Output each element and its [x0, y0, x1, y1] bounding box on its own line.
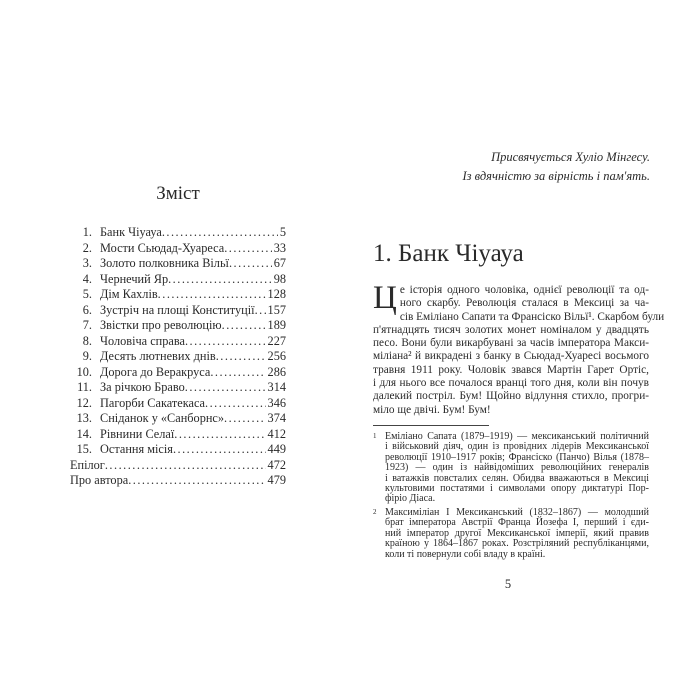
- toc-item-page: 98: [273, 271, 286, 286]
- toc-leader-dots: [185, 334, 266, 350]
- body-line: е історія одного чоловіка, однієї революції та од-: [399, 284, 649, 296]
- toc-item-page: 256: [267, 349, 286, 363]
- toc-leader-dots: [174, 427, 265, 443]
- toc-item-label: Десять лютневих днів: [100, 349, 216, 363]
- toc-item[interactable]: [70, 427, 286, 443]
- toc-leader-dots: [173, 442, 266, 458]
- toc-item[interactable]: [70, 349, 286, 365]
- footnote-line: країною у 1864–1867 роках. Розстріляний республіканцями,: [385, 538, 649, 550]
- toc-leader-dots: [224, 411, 266, 427]
- toc-item-label: Дім Кахлів: [100, 287, 158, 301]
- toc-leader-dots: [229, 256, 272, 272]
- footnote-line: культовими постатями і символами опору диктатурі Пор-: [385, 482, 649, 494]
- toc-item-page: 374: [267, 411, 286, 425]
- toc-item-label: Про автора: [70, 473, 129, 487]
- toc-item-label: Золото полковника Вільї: [100, 256, 229, 270]
- body-line: травня 1911 року. Чоловік звався Мартін Гарет Ортіс,: [373, 363, 649, 376]
- footnote-line: Еміліано Сапата (1879–1919) — мексиканський політичний: [385, 431, 649, 442]
- toc-item[interactable]: [70, 287, 286, 303]
- toc-leader-dots: [224, 241, 271, 257]
- footnote-number: 1: [373, 432, 377, 440]
- toc-item-number: 6.: [82, 302, 92, 317]
- body-line: далекий постріл. Бум! Щойно відлуння стихло, прогри-: [373, 390, 649, 403]
- toc-leader-dots: [168, 272, 272, 288]
- toc-item-label: Банк Чіуауа: [100, 225, 162, 239]
- toc-item-label: Сніданок у «Санборнс»: [100, 411, 225, 425]
- toc-item-label: Рівнини Селаї: [100, 426, 175, 441]
- toc-item[interactable]: [70, 365, 286, 381]
- dedication-line: Із вдячністю за вірність і пам'ять.: [462, 169, 650, 183]
- toc-title: Зміст: [156, 183, 200, 204]
- toc-item-number: 14.: [76, 426, 92, 441]
- chapter-title: 1. Банк Чіуауа: [373, 240, 524, 267]
- toc-item-number: 12.: [76, 395, 92, 410]
- footnote-line: Максиміліан I Мексиканський (1832–1867) — молодший: [385, 507, 649, 518]
- toc-item[interactable]: [70, 303, 286, 319]
- footnote-number: 2: [373, 508, 377, 516]
- toc-item-page: 449: [267, 442, 286, 456]
- toc-item-label: Зустріч на площі Конституції: [100, 302, 255, 317]
- chapter-body: [373, 280, 665, 417]
- toc-item[interactable]: [70, 458, 286, 474]
- body-line: міліана² й викрадені з банку в Сьюдад-Хуаресі восьмого: [373, 350, 649, 363]
- toc-item[interactable]: [70, 272, 286, 288]
- footnote: [373, 432, 649, 505]
- toc-item-label: Звістки про революцію: [100, 318, 222, 332]
- toc-item-page: 479: [267, 473, 286, 487]
- toc-item-label: Дорога до Веракруса: [100, 364, 211, 379]
- toc-item-label: Пагорби Сакатекаса: [100, 395, 206, 410]
- toc-item-label: Мости Сьюдад-Хуареса: [100, 240, 225, 255]
- body-line: песо. Вони були викарбувані за часів імператора Макси-: [373, 337, 649, 350]
- toc-item-page: 157: [267, 302, 286, 317]
- toc-item-page: 33: [273, 240, 286, 255]
- footnote-line: брат імператора Австрії Франца Йозефа I, перший і єди-: [385, 517, 649, 529]
- body-line: сів Еміліано Сапати та Франсіско Вільї¹. Скарбом були: [399, 310, 665, 323]
- toc-item[interactable]: [70, 225, 286, 241]
- footnote-line: коли ті повернули собі владу в країні.: [385, 548, 546, 560]
- body-line: і для нього все почалося вранці того дня, коли він почув: [373, 377, 649, 390]
- toc-leader-dots: [128, 473, 265, 489]
- toc-item-label: Остання місія: [100, 442, 173, 456]
- toc-item-page: 227: [267, 333, 286, 348]
- toc-leader-dots: [158, 287, 266, 303]
- toc-item[interactable]: [70, 318, 286, 334]
- toc-leader-dots: [162, 225, 278, 241]
- toc-item-label: Епілог: [70, 457, 105, 472]
- toc-item-number: 2.: [82, 240, 92, 255]
- toc-item[interactable]: [70, 241, 286, 257]
- toc-item-number: 8.: [82, 333, 92, 348]
- toc-leader-dots: [222, 318, 266, 334]
- toc-item-page: 314: [267, 380, 286, 394]
- toc-item[interactable]: [70, 411, 286, 427]
- toc-item-page: 412: [267, 426, 286, 441]
- toc-item-number: 11.: [77, 380, 92, 394]
- drop-cap: Ц: [373, 280, 397, 316]
- toc-item-number: 13.: [76, 411, 92, 425]
- toc-item[interactable]: [70, 380, 286, 396]
- footnote-line: 1923) — один із найвідоміших революційних генералів: [385, 462, 649, 474]
- toc-item[interactable]: [70, 396, 286, 412]
- toc-item-label: Чоловіча справа: [100, 333, 185, 348]
- footnote-line: фіріо Діаса.: [385, 493, 436, 505]
- dedication-line: Присвячується Хуліо Мінгесу.: [491, 150, 650, 164]
- body-line: п'ятнадцять тисяч золотих монет номіналом у двадцять: [373, 323, 649, 336]
- toc-item-label: За річкою Браво: [100, 380, 185, 394]
- toc-item-page: 472: [267, 457, 286, 472]
- toc-item-page: 189: [267, 318, 286, 332]
- page-number: 5: [504, 577, 512, 591]
- table-of-contents: [70, 225, 286, 489]
- toc-item[interactable]: [70, 334, 286, 350]
- toc-item-number: 4.: [82, 271, 92, 286]
- toc-item-number: 3.: [82, 256, 92, 270]
- toc-item[interactable]: [70, 473, 286, 489]
- footnote-line: ний імператор другої Мексиканської імперії, який правив: [385, 527, 649, 539]
- toc-item-number: 9.: [82, 349, 92, 363]
- toc-item-page: 286: [267, 364, 286, 379]
- toc-leader-dots: [255, 303, 266, 319]
- toc-leader-dots: [185, 380, 266, 396]
- toc-item-label: Чернечий Яр: [100, 271, 169, 286]
- toc-leader-dots: [105, 458, 266, 474]
- toc-item-page: 128: [267, 287, 286, 301]
- toc-item-number: 7.: [82, 318, 92, 332]
- toc-item-page: 67: [273, 256, 286, 270]
- toc-item[interactable]: [70, 256, 286, 272]
- footnote-divider: [373, 425, 489, 426]
- toc-item-page: 5: [279, 225, 286, 239]
- toc-item-number: 15.: [76, 442, 92, 456]
- body-line: міло ще двічі. Бум! Бум!: [373, 403, 491, 416]
- toc-leader-dots: [216, 349, 266, 365]
- toc-item-page: 346: [267, 395, 286, 410]
- toc-leader-dots: [205, 396, 266, 412]
- toc-item-number: 10.: [76, 364, 92, 379]
- body-line: ного скарбу. Революція сталася в Мексиці за ча-: [399, 297, 649, 310]
- toc-item[interactable]: [70, 442, 286, 458]
- toc-item-number: 1.: [82, 225, 92, 239]
- footnote: [373, 508, 649, 560]
- footnote-line: революції 1910–1917 років; Франсіско (Панчо) Вілья (1878–: [385, 451, 649, 463]
- toc-item-number: 5.: [82, 287, 92, 301]
- toc-leader-dots: [210, 365, 265, 381]
- footnote-line: і ватажків повсталих селян. Обидва вважаються в Мексиці: [385, 472, 649, 484]
- footnote-line: і військовий діяч, один із провідних лідерів Мексиканської: [385, 441, 649, 453]
